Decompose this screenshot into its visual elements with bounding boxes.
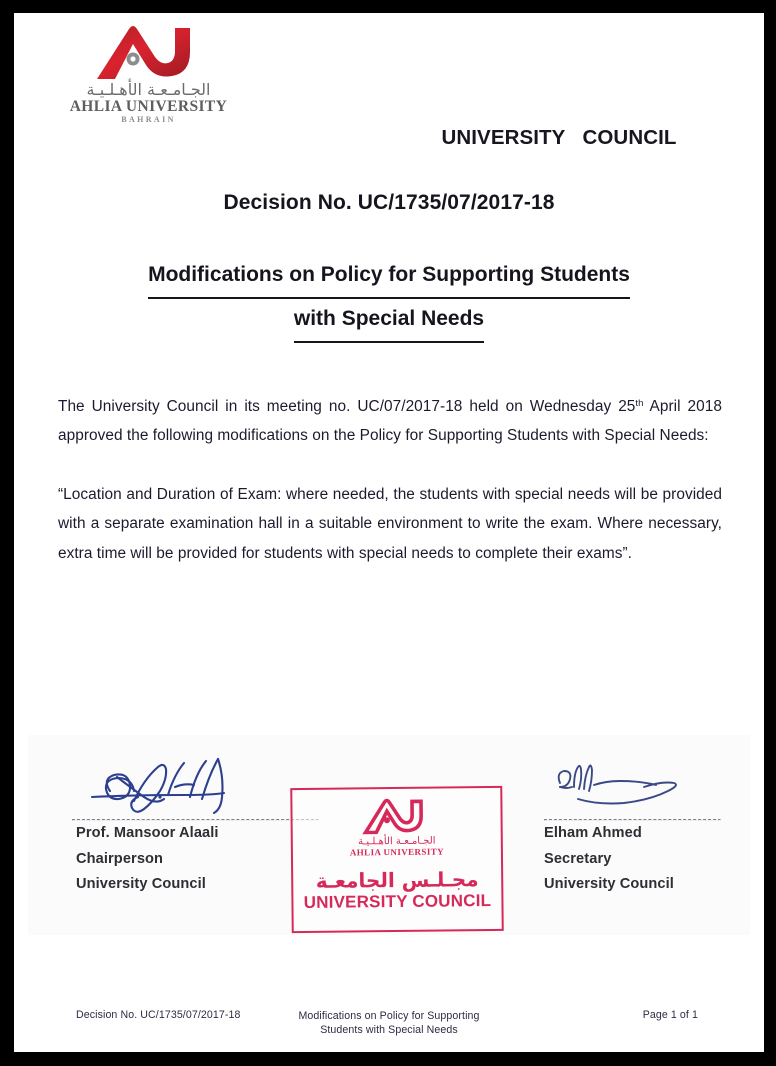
university-council-stamp <box>290 786 504 933</box>
footer-page-number: Page 1 of 1 <box>642 1009 698 1021</box>
logo-arabic-text: الجـامـعـة الأهـلـيـة <box>86 80 211 99</box>
stamp-arabic-large: مجـلـس الجامعـة <box>315 866 479 893</box>
university-council-heading: UNIVERSITY COUNCIL <box>441 126 677 149</box>
secretary-role: Secretary <box>544 850 612 867</box>
logo-english-text: AHLIA UNIVERSITY <box>69 97 228 115</box>
au-monogram-icon <box>89 23 209 81</box>
document-title <box>14 255 764 343</box>
document-title-line-1: Modifications on Policy for Supporting Students <box>148 255 630 299</box>
document-title-line-2: with Special Needs <box>294 299 484 343</box>
stamp-arabic-small: الجـامـعـة الأهـلـيـة <box>358 835 436 848</box>
ahlia-university-logo <box>56 23 241 125</box>
intro-ordinal-suffix: th <box>635 397 644 409</box>
secretary-org: University Council <box>544 876 674 892</box>
document-header <box>14 13 764 163</box>
footer-title-line-1: Modifications on Policy for Supporting <box>298 1010 480 1022</box>
signature-ink-chairperson <box>72 753 317 819</box>
signature-block-secretary <box>544 753 759 898</box>
intro-paragraph-part-2: April 2018 approved the following modifications on the Policy for Supporting Students with Special Needs: <box>58 397 722 445</box>
handwritten-signature-icon <box>544 753 759 819</box>
footer-title <box>28 1009 750 1037</box>
stamp-english-large: UNIVERSITY COUNCIL <box>303 890 492 912</box>
handwritten-signature-icon <box>72 753 317 819</box>
decision-number: Decision No. UC/1735/07/2017-18 <box>223 191 555 214</box>
signature-ink-secretary <box>544 753 759 819</box>
quoted-policy-paragraph: “Location and Duration of Exam: where needed, the students with special needs will be provided with a separate examination hall in a suitable environment to write the exam. Where necessary, extra time will be provided for students with special needs to complete their exams”. <box>58 485 722 562</box>
stamp-english-small: AHLIA UNIVERSITY <box>349 846 445 858</box>
document-footer <box>28 1006 750 1050</box>
intro-paragraph <box>58 389 722 451</box>
stamp-au-monogram-icon <box>360 798 432 835</box>
logo-location-text: BAHRAIN <box>121 115 176 125</box>
document-page <box>14 13 764 1052</box>
chairperson-name: Prof. Mansoor Alaali <box>76 825 219 841</box>
footer-title-line-2: Students with Special Needs <box>320 1024 458 1036</box>
secretary-name: Elham Ahmed <box>544 825 642 841</box>
chairperson-org: University Council <box>76 876 206 892</box>
intro-paragraph-part-1: The University Council in its meeting no. UC/07/2017-18 held on Wednesday 25 <box>58 397 636 415</box>
document-body <box>14 389 764 569</box>
signature-block-chairperson <box>72 753 317 898</box>
chairperson-role: Chairperson <box>76 850 164 867</box>
footer-decision-number: Decision No. UC/1735/07/2017-18 <box>76 1009 241 1021</box>
